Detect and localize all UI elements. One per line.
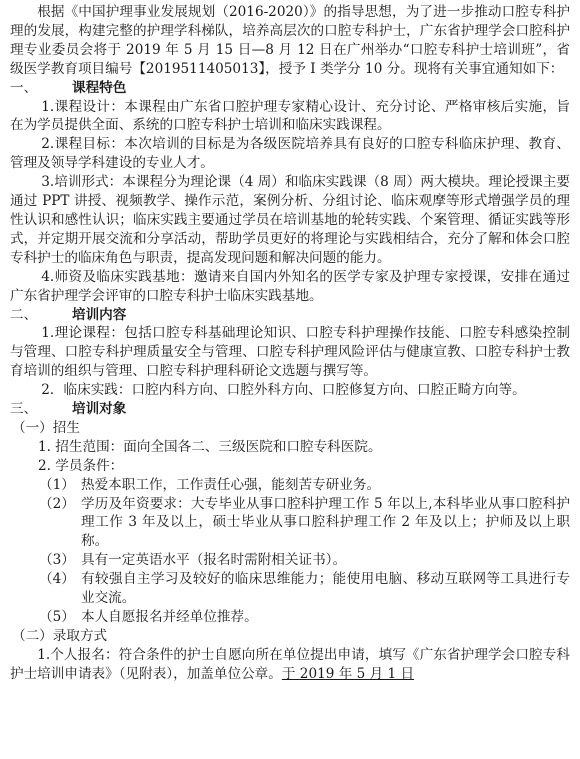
section-heading-targets [10,400,570,419]
apply-deadline: 于 2019 年 5 月 1 日 [281,665,415,682]
conditions-heading: 2. 学员条件： [38,457,124,474]
condition-text: 学历及年资要求：大专毕业从事口腔科护理工作 5 年以上,本科毕业从事口腔科护理工作 3 年及以上，硕士毕业从事口腔科护理工作 2 年及以上；护师及以上职称。 [81,495,570,550]
condition-text: 本人自愿报名并经单位推荐。 [81,609,258,625]
section-heading-content [10,306,570,325]
section-number: 二、 [10,306,38,323]
condition-mark: （3） [39,552,75,569]
apply-text: 1.个人报名：符合条件的护士自愿向所在单位提出申请，填写《广东省护理学会口腔专科护士培训申请表》（见附表），加盖单位公章。 [10,646,570,682]
section-title: 培训内容 [72,306,127,323]
section-number: 一、 [10,79,38,96]
condition-text: 热爱本职工作，工作责任心强，能刻苦专研业务。 [81,476,381,493]
condition-text: 有较强自主学习及较好的临床思维能力；能使用电脑、移动互联网等工具进行专业交流。 [81,571,570,607]
admission-heading: （二）录取方式 [12,627,108,644]
condition-item [10,476,570,495]
condition-item [10,551,570,570]
section-heading-features [10,79,570,98]
feature-training-format: 3.培训形式：本课程分为理论课（4 周）和临床实践课（8 周）两大模块。理论授课主要通过 PPT 讲授、视频教学、操作示范，案例分析、分组讨论、临床观摩等形式增强学员的理性认识和感性认识；临床实践主要通过学员在培训基地的轮转实践、个案管理、循证实践等形式，并定期开展交流和分享活动，帮助学员更好的将理论与实践相结合，充分了解和体会口腔专科护士的临床角色与职责，提高发现问题和解决问题的能力。 [10,174,570,266]
intro-paragraph: 根据《中国护理事业发展规划（2016-2020）》的指导思想，为了进一步推动口腔专科护理的发展，构建完整的护理学科梯队，培养高层次的口腔专科护士，广东省护理学会口腔科护理专业委员会将于 2019 年 5 月 15 日—8 月 12 日在广州举办“口腔专科护士培训班”，省级医学教育项目编号【2019511405013】，授予 I 类学分 10 分。现将有关事宜通知如下： [10,4,570,77]
condition-item [10,608,570,627]
condition-mark: （5） [39,609,75,625]
condition-mark: （2） [39,495,75,512]
content-theory: 1.理论课程：包括口腔专科基础理论知识、口腔专科护理操作技能、口腔专科感染控制与管理、口腔专科护理质量安全与管理、口腔专科护理风险评估与健康宣教、口腔专科护士教育培训的组织与管理、口腔专科护理科研论文选题与撰写等。 [10,325,570,380]
section-title: 课程特色 [72,79,127,96]
apply-paragraph [10,646,570,684]
notice-document [10,3,570,684]
condition-text: 具有一定英语水平（报名时需附相关证书）。 [81,552,347,569]
condition-mark: （4） [39,571,75,588]
feature-faculty-base: 4.师资及临床实践基地：邀请来自国内外知名的医学专家及护理专家授课，安排在通过广东省护理学会评审的口腔专科护士临床实践基地。 [10,268,570,304]
feature-course-goal: 2.课程目标：本次培训的目标是为各级医院培养具有良好的口腔专科临床护理、教育、管理及领导学科建设的专业人才。 [10,136,570,172]
recruit-scope: 1. 招生范围：面向全国各二、三级医院和口腔专科医院。 [38,438,382,455]
condition-item [10,570,570,608]
condition-mark: （1） [39,476,75,493]
section-number: 三、 [10,401,38,418]
section-title: 培训对象 [72,401,127,418]
content-practice: 2．临床实践：口腔内科方向、口腔外科方向、口腔修复方向、口腔正畸方向等。 [41,382,526,399]
condition-item [10,495,570,552]
feature-course-design: 1.课程设计：本课程由广东省口腔护理专家精心设计、充分讨论、严格审核后实施，旨在为学员提供全面、系统的口腔专科护士培训和临床实践课程。 [10,98,570,134]
recruit-heading: （一）招生 [12,419,80,436]
